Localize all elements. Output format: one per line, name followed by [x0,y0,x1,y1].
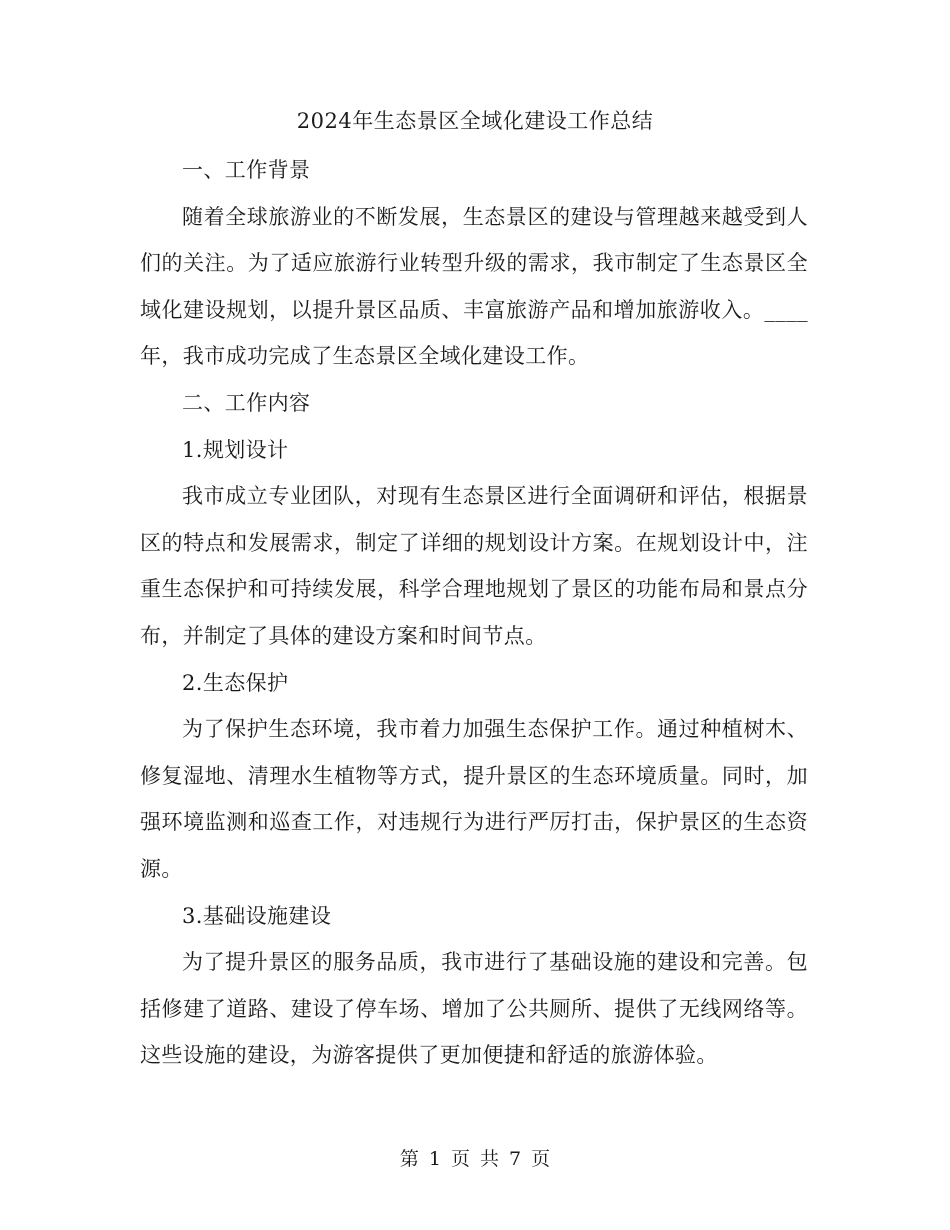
subheading-planning: 1.规划设计 [182,437,289,462]
document-body [140,147,808,1079]
section-heading-content: 二、工作内容 [182,390,311,415]
document-title: 2024年生态景区全域化建设工作总结 [296,109,654,133]
paragraph-planning: 我市成立专业团队，对现有生态景区进行全面调研和评估，根据景区的特点和发展需求，制定了详细的规划设计方案。在规划设计中，注重生态保护和可持续发展，科学合理地规划了景区的功能布局和景点分布，并制定了具体的建设方案和时间节点。 [140,484,808,648]
paragraph-background: 随着全球旅游业的不断发展，生态景区的建设与管理越来越受到人们的关注。为了适应旅游行业转型升级的需求，我市制定了生态景区全域化建设规划，以提升景区品质、丰富旅游产品和增加旅游收入。____年，我市成功完成了生态景区全域化建设工作。 [140,204,808,369]
page-number: 第 1 页 共 7 页 [399,1148,551,1170]
paragraph-infrastructure: 为了提升景区的服务品质，我市进行了基础设施的建设和完善。包括修建了道路、建设了停车场、增加了公共厕所、提供了无线网络等。这些设施的建设，为游客提供了更加便捷和舒适的旅游体验。 [140,950,808,1068]
section-heading-background: 一、工作背景 [182,158,311,182]
paragraph-ecology: 为了保护生态环境，我市着力加强生态保护工作。通过种植树木、修复湿地、清理水生植物等方式，提升景区的生态环境质量。同时，加强环境监测和巡查工作，对违规行为进行严厉打击，保护景区的生态资源。 [140,717,808,881]
subheading-ecology: 2.生态保护 [182,670,289,695]
subheading-infrastructure: 3.基础设施建设 [182,903,332,928]
